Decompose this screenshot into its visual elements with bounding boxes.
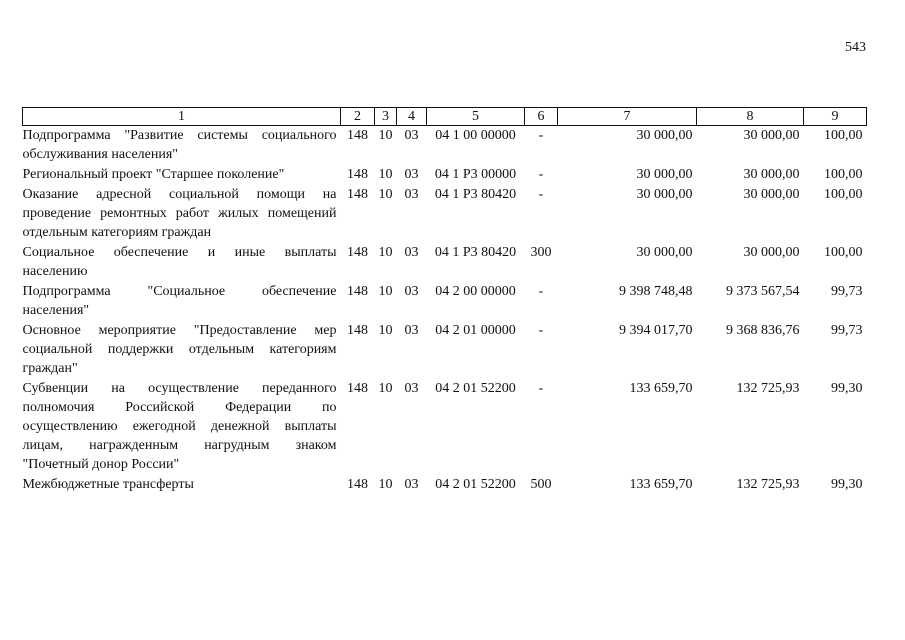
cell-col8: 9 368 836,76 [726,323,800,338]
cell-col7: 30 000,00 [636,128,693,143]
cell-col5: 04 2 01 52200 [435,381,516,396]
column-header: 6 [525,108,558,126]
cell-col4: 03 [404,323,419,338]
column-header: 8 [697,108,804,126]
column-header: 5 [427,108,525,126]
row-name: Подпрограмма "Развитие системы социального обслуживания населения" [22,128,337,162]
table-row [23,475,867,495]
cell-col9: 99,30 [831,477,863,492]
page-number: 543 [845,40,866,55]
cell-col7: 9 398 748,48 [619,284,693,299]
cell-col9: 100,00 [824,187,863,202]
header-row [23,108,867,126]
row-name: Субвенции на осуществление переданного полномочия Российской Федерации по осуществлению ежегодной денежной выплаты лицам, награжденным нагрудным знаком "Почетный донор России" [22,381,337,472]
cell-col3: 10 [378,284,393,299]
cell-col2: 148 [347,128,368,143]
cell-col9: 99,73 [831,323,863,338]
cell-col6: - [538,323,544,338]
column-header: 1 [23,108,341,126]
cell-col6: 500 [530,477,552,492]
column-header: 2 [341,108,375,126]
column-header: 4 [397,108,427,126]
row-name: Социальное обеспечение и иные выплаты населению [22,245,337,279]
cell-col8: 132 725,93 [736,381,800,396]
cell-col5: 04 1 P3 80420 [434,245,517,260]
cell-col5: 04 2 01 52200 [435,477,516,492]
cell-col6: - [538,167,544,182]
cell-col7: 30 000,00 [636,187,693,202]
cell-col8: 30 000,00 [743,128,800,143]
row-name: Межбюджетные трансферты [22,477,194,492]
table-row [23,185,867,243]
cell-col3: 10 [378,245,393,260]
cell-col7: 133 659,70 [629,381,693,396]
row-name: Основное мероприятие "Предоставление мер социальной поддержки отдельным категориям граждан" [22,323,337,376]
cell-col4: 03 [404,167,419,182]
cell-col9: 100,00 [824,245,863,260]
budget-table [22,107,867,495]
cell-col9: 99,73 [831,284,863,299]
table-row [23,379,867,475]
cell-col8: 9 373 567,54 [726,284,800,299]
cell-col6: - [538,381,544,396]
cell-col6: 300 [530,245,552,260]
cell-col9: 100,00 [824,128,863,143]
table-row [23,165,867,185]
cell-col5: 04 1 P3 80420 [434,187,517,202]
cell-col2: 148 [347,245,368,260]
cell-col5: 04 2 01 00000 [435,323,516,338]
table-row [23,126,867,166]
cell-col5: 04 1 00 00000 [435,128,516,143]
row-name: Региональный проект "Старшее поколение" [22,167,285,182]
cell-col4: 03 [404,245,419,260]
cell-col2: 148 [347,167,368,182]
cell-col2: 148 [347,323,368,338]
cell-col4: 03 [404,284,419,299]
cell-col2: 148 [347,381,368,396]
cell-col2: 148 [347,284,368,299]
cell-col7: 133 659,70 [629,477,693,492]
cell-col8: 132 725,93 [736,477,800,492]
cell-col9: 100,00 [824,167,863,182]
column-header: 9 [804,108,867,126]
row-name: Оказание адресной социальной помощи на проведение ремонтных работ жилых помещений отдельным категориям граждан [22,187,337,240]
cell-col6: - [538,128,544,143]
cell-col8: 30 000,00 [743,187,800,202]
cell-col3: 10 [378,167,393,182]
table-row [23,282,867,321]
cell-col4: 03 [404,128,419,143]
table-row [23,321,867,379]
column-header: 7 [558,108,697,126]
cell-col4: 03 [404,187,419,202]
cell-col6: - [538,284,544,299]
cell-col2: 148 [347,477,368,492]
cell-col8: 30 000,00 [743,167,800,182]
cell-col7: 9 394 017,70 [619,323,693,338]
cell-col3: 10 [378,381,393,396]
cell-col5: 04 2 00 00000 [435,284,516,299]
cell-col5: 04 1 P3 00000 [434,167,517,182]
cell-col3: 10 [378,477,393,492]
cell-col3: 10 [378,323,393,338]
cell-col4: 03 [404,477,419,492]
cell-col3: 10 [378,128,393,143]
cell-col9: 99,30 [831,381,863,396]
table-row [23,243,867,282]
cell-col4: 03 [404,381,419,396]
cell-col3: 10 [378,187,393,202]
row-name: Подпрограмма "Социальное обеспечение населения" [22,284,337,318]
cell-col7: 30 000,00 [636,245,693,260]
cell-col7: 30 000,00 [636,167,693,182]
cell-col8: 30 000,00 [743,245,800,260]
cell-col6: - [538,187,544,202]
cell-col2: 148 [347,187,368,202]
column-header: 3 [375,108,397,126]
